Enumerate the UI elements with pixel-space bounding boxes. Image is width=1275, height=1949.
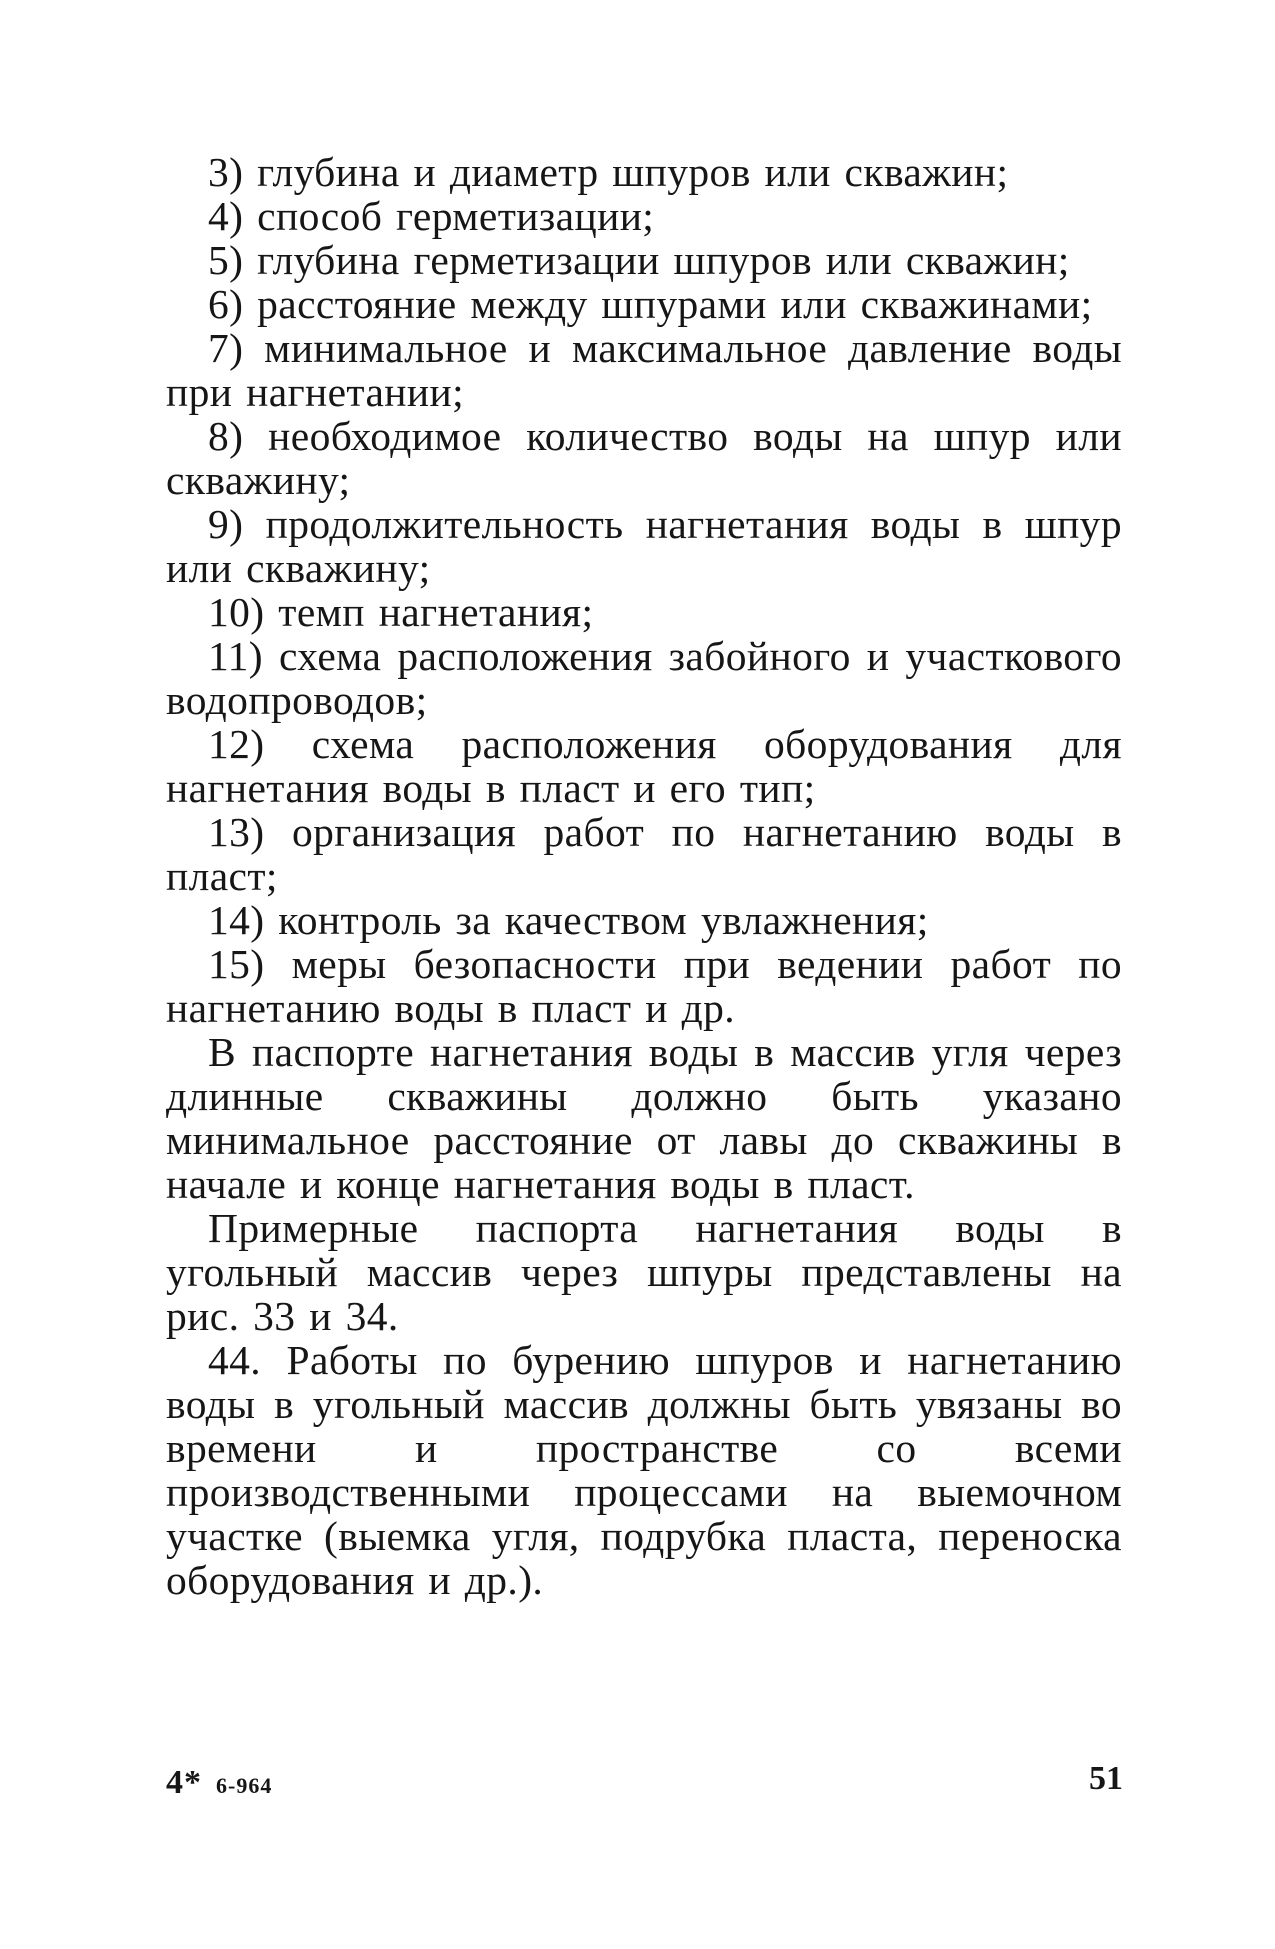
list-item-11: 11) схема расположения забойного и участкового водопроводов; bbox=[166, 633, 1122, 723]
list-item-6: 6) расстояние между шпурами или скважинами; bbox=[208, 281, 1093, 327]
list-item-7: 7) минимальное и максимальное давление воды при нагнетании; bbox=[166, 325, 1122, 415]
paragraph-section-44: 44. Работы по бурению шпуров и нагнетанию воды в угольный массив должны быть увязаны во времени и пространстве со всеми производственными процессами на выемочном участке (выемка угля, подрубка пласта, переноска оборудования и др.). bbox=[166, 1337, 1122, 1603]
list-item-9: 9) продолжительность нагнетания воды в шпур или скважину; bbox=[166, 501, 1122, 591]
list-item-12: 12) схема расположения оборудования для нагнетания воды в пласт и его тип; bbox=[166, 721, 1122, 811]
list-item-10: 10) темп нагнетания; bbox=[208, 589, 594, 635]
print-code: 6-964 bbox=[216, 1773, 273, 1798]
page-number: 51 bbox=[1089, 1760, 1123, 1797]
body-text bbox=[166, 150, 1122, 1602]
list-item-14: 14) контроль за качеством увлажнения; bbox=[208, 897, 929, 943]
list-item-5: 5) глубина герметизации шпуров или скважин; bbox=[208, 237, 1070, 283]
paragraph-long-boreholes: В паспорте нагнетания воды в массив угля через длинные скважины должно быть указано минимальное расстояние от лавы до скважины в начале и конце нагнетания воды в пласт. bbox=[166, 1029, 1122, 1207]
paragraph-example-passports: Примерные паспорта нагнетания воды в угольный массив через шпуры представлены на рис. 33 и 34. bbox=[166, 1205, 1122, 1339]
list-item-15: 15) меры безопасности при ведении работ по нагнетанию воды в пласт и др. bbox=[166, 941, 1122, 1031]
signature-number: 4* bbox=[166, 1764, 202, 1801]
list-item-13: 13) организация работ по нагнетанию воды в пласт; bbox=[166, 809, 1122, 899]
list-item-8: 8) необходимое количество воды на шпур или скважину; bbox=[166, 413, 1122, 503]
printer-signature-mark bbox=[166, 1764, 272, 1802]
list-item-3: 3) глубина и диаметр шпуров или скважин; bbox=[208, 149, 1009, 195]
list-item-4: 4) способ герметизации; bbox=[208, 193, 655, 239]
